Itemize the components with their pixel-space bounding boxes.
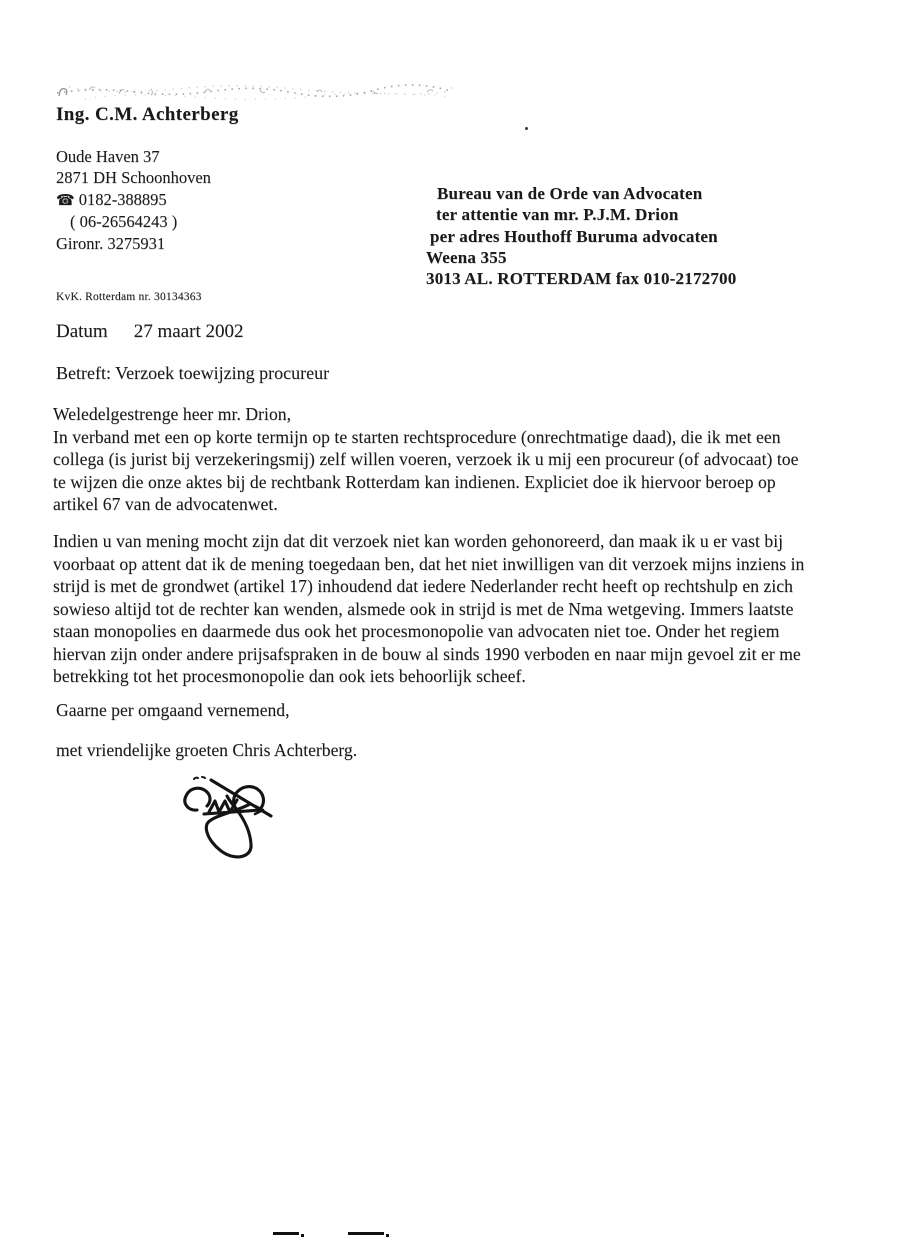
recipient-line: per adres Houthoff Buruma advocaten bbox=[430, 226, 718, 246]
body-line: hiervan zijn onder andere prijsafspraken in de bouw al sinds 1990 verboden en naar mijn gevoel zit er me bbox=[53, 643, 801, 664]
sender-street: Oude Haven 37 bbox=[56, 147, 160, 166]
body-paragraph-2 bbox=[53, 530, 804, 688]
closing-line-1: Gaarne per omgaand vernemend, bbox=[56, 700, 290, 720]
date-label: Datum bbox=[56, 321, 108, 342]
sender-giro: Gironr. 3275931 bbox=[56, 233, 166, 253]
body-line: betrekking tot het procesmonopolie dan ook iets behoorlijk scheef. bbox=[53, 666, 526, 687]
sender-name: Ing. C.M. Achterberg bbox=[56, 104, 239, 125]
body-line: artikel 67 van de advocatenwet. bbox=[53, 494, 278, 515]
recipient-line: 3013 AL. ROTTERDAM fax 010-2172700 bbox=[426, 269, 737, 289]
body-line: In verband met een op korte termijn op te starten rechtsprocedure (onrechtmatige daad), die ik met een bbox=[53, 426, 781, 447]
signature bbox=[173, 766, 348, 891]
scan-artifact-dot bbox=[386, 1234, 389, 1237]
recipient-line: ter attentie van mr. P.J.M. Drion bbox=[436, 205, 679, 225]
sender-mobile: ( 06-26564243 ) bbox=[70, 212, 178, 232]
closing-line-2: met vriendelijke groeten Chris Achterberg. bbox=[56, 740, 358, 760]
date-row bbox=[56, 321, 243, 343]
body-line: strijd is met de grondwet (artikel 17) inhoudend dat iedere Nederlander recht heeft op rechtshulp en zich bbox=[53, 576, 794, 597]
recipient-address-block bbox=[426, 183, 736, 289]
recipient-line: Bureau van de Orde van Advocaten bbox=[437, 184, 703, 203]
recipient-line: Weena 355 bbox=[426, 247, 507, 267]
sender-city: 2871 DH Schoonhoven bbox=[56, 168, 211, 188]
salutation: Weledelgestrenge heer mr. Drion, bbox=[53, 404, 292, 424]
telephone-icon: ☎ bbox=[56, 190, 75, 209]
body-line: voorbaat op attent dat ik de mening toegedaan ben, dat het niet inwilligen van dit verzoek mijns inziens in bbox=[53, 553, 805, 574]
scan-speck-dot bbox=[525, 127, 528, 130]
kvk-registration: KvK. Rotterdam nr. 30134363 bbox=[56, 291, 202, 303]
sender-address-block bbox=[56, 146, 211, 254]
scan-artifact-dash bbox=[273, 1232, 299, 1235]
scan-artifact-dash bbox=[348, 1232, 384, 1235]
body-paragraph-1 bbox=[53, 403, 799, 516]
date-value: 27 maart 2002 bbox=[133, 321, 244, 342]
body-line: collega (is jurist bij verzekeringsmij) zelf willen voeren, verzoek ik u mij een procureur (of advocaat) toe bbox=[53, 449, 799, 470]
body-line: sowieso altijd tot de rechter kan wenden, alsmede ook in strijd is met de Nma wetgeving. Immers laatste bbox=[53, 598, 794, 619]
body-line: staan monopolies en daarmede dus ook het procesmonopolie van advocaten niet toe. Onder het regiem bbox=[53, 621, 780, 642]
subject-line: Betreft: Verzoek toewijzing procureur bbox=[56, 363, 330, 383]
sender-phone-line bbox=[56, 189, 211, 211]
body-line: Indien u van mening mocht zijn dat dit verzoek niet kan worden gehonoreerd, dan maak ik u er vast bij bbox=[53, 531, 784, 551]
sender-phone: 0182-388895 bbox=[78, 189, 167, 209]
scan-artifact-dot bbox=[301, 1234, 304, 1237]
body-line: te wijzen die onze aktes bij de rechtbank Rotterdam kan indienen. Expliciet doe ik hiervoor beroep op bbox=[53, 471, 776, 492]
faded-scan-text-line bbox=[55, 80, 455, 104]
